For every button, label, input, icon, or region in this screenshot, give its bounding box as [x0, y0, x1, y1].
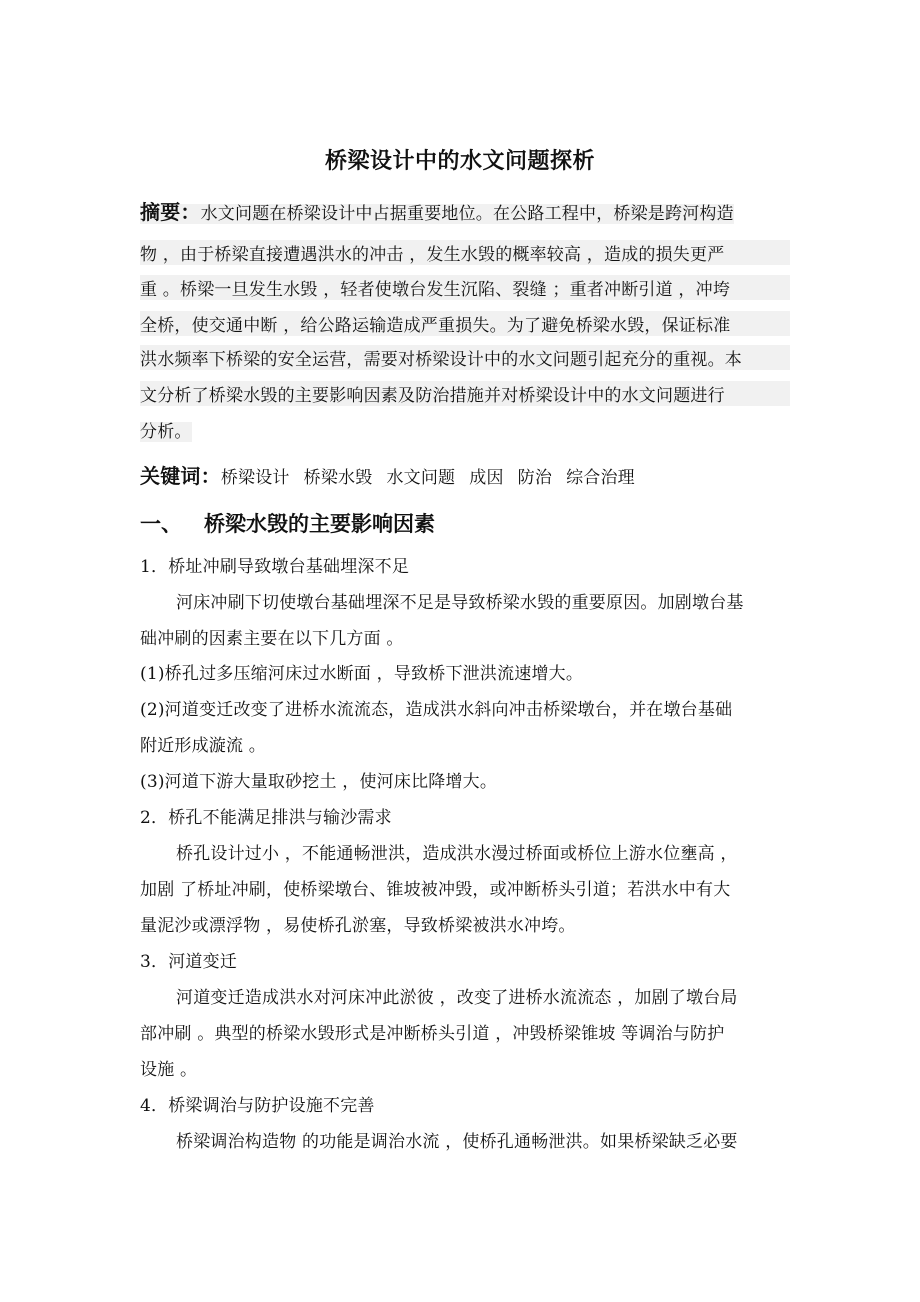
paragraph-line: 河床冲刷下切使墩台基础埋深不足是导致桥梁水毁的重要原因。加剧墩台基	[176, 593, 744, 613]
paragraph-line: 加剧 了桥址冲刷，使桥梁墩台、锥坡被冲毁，或冲断桥头引道；若洪水中有大	[140, 880, 731, 900]
abstract-label: 摘要：	[140, 200, 201, 224]
paragraph-line: 础冲刷的因素主要在以下几方面 。	[140, 629, 404, 649]
abstract-line-1	[140, 196, 790, 225]
paragraph-line: 设施 。	[140, 1060, 198, 1080]
subheading-1: 1．桥址冲刷导致墩台基础埋深不足	[140, 557, 410, 577]
list-item: (2)河道变迁改变了进桥水流流态，造成洪水斜向冲击桥梁墩台，并在墩台基础	[140, 700, 733, 720]
paragraph-line: 附近形成漩流 。	[140, 736, 267, 756]
abstract-line-4: 全桥，使交通中断 ，给公路运输造成严重损失。为了避免桥梁水毁，保证标准	[140, 311, 790, 336]
paragraph-line: 量泥沙或漂浮物 ，易使桥孔淤塞，导致桥梁被洪水冲垮。	[140, 916, 576, 936]
keywords	[140, 460, 790, 489]
keyword: 防治	[517, 468, 553, 488]
page-title: 桥梁设计中的水文问题探析	[324, 149, 595, 174]
keywords-label: 关键词：	[140, 464, 221, 488]
paragraph-line: 桥梁调治构造物 的功能是调治水流 ，使桥孔通畅泄洪。如果桥梁缺乏必要	[176, 1132, 738, 1152]
paragraph-line: 部冲刷 。典型的桥梁水毁形式是冲断桥头引道 ，冲毁桥梁锥坡 等调治与防护	[140, 1024, 725, 1044]
list-item: (3)河道下游大量取砂挖土 ，使河床比降增大。	[140, 772, 498, 792]
abstract-line-5: 洪水频率下桥梁的安全运营，需要对桥梁设计中的水文问题引起充分的重视。本	[140, 345, 790, 370]
subheading-2: 2．桥孔不能满足排洪与输沙需求	[140, 808, 392, 828]
abstract-text-7: 分析。	[140, 422, 192, 442]
subheading-3: 3．河道变迁	[140, 952, 238, 972]
abstract-text-1: 水文问题在桥梁设计中占据重要地位。在公路工程中，桥梁是跨河构造	[200, 204, 734, 224]
abstract-line-2: 物 ，由于桥梁直接遭遇洪水的冲击 ，发生水毁的概率较高 ，造成的损失更严	[140, 240, 790, 265]
abstract-line-6: 文分析了桥梁水毁的主要影响因素及防治措施并对桥梁设计中的水文问题进行	[140, 381, 790, 406]
paragraph-line: 河道变迁造成洪水对河床冲此淤彼 ，改变了进桥水流流态 ，加剧了墩台局	[176, 988, 738, 1008]
subheading-4: 4．桥梁调治与防护设施不完善	[140, 1096, 375, 1116]
keyword: 桥梁设计	[220, 468, 290, 488]
keyword: 水文问题	[386, 468, 456, 488]
keyword: 成因	[469, 468, 504, 488]
list-item: (1)桥孔过多压缩河床过水断面 ，导致桥下泄洪流速增大。	[140, 664, 584, 684]
section-title: 桥梁水毁的主要影响因素	[204, 512, 435, 536]
paragraph-line: 桥孔设计过小 ，不能通畅泄洪，造成洪水漫过桥面或桥位上游水位壅高 ，	[176, 844, 738, 864]
keyword: 综合治理	[566, 468, 635, 488]
section-number: 一、	[140, 512, 182, 536]
keyword: 桥梁水毁	[303, 468, 373, 488]
section-heading	[140, 508, 435, 538]
abstract-line-7	[140, 417, 790, 442]
abstract-line-3: 重 。桥梁一旦发生水毁 ，轻者使墩台发生沉陷、裂缝 ；重者冲断引道 ，冲垮	[140, 275, 790, 300]
